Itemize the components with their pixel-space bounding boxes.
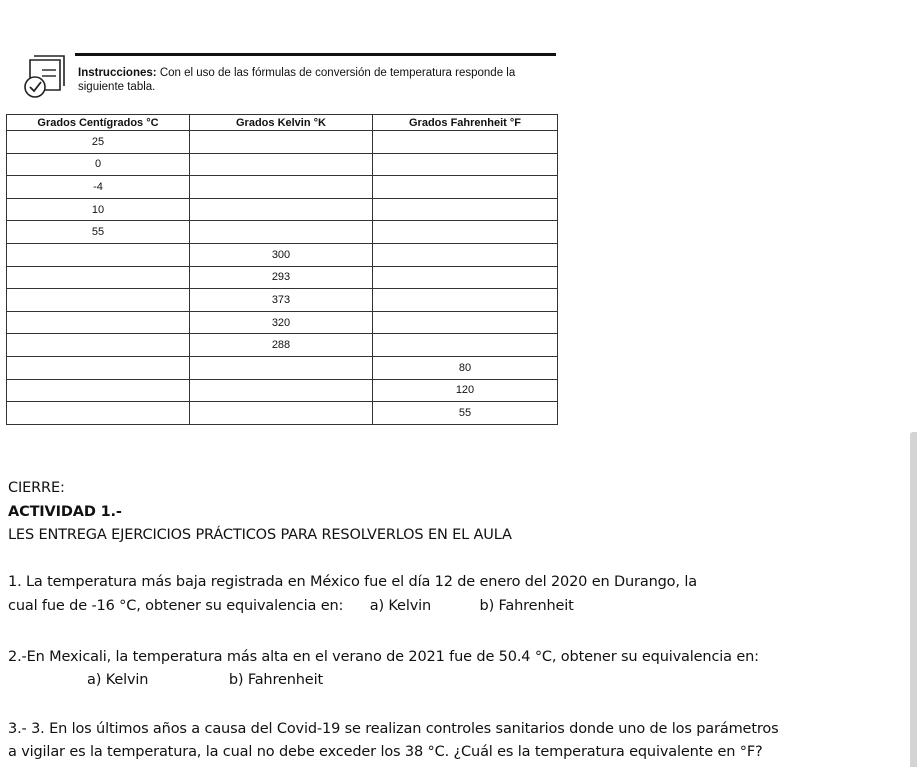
table-row	[7, 221, 558, 244]
table-cell	[373, 176, 558, 199]
question-2-option-a: a) Kelvin	[87, 672, 149, 688]
table-cell	[190, 221, 373, 244]
question-1-option-b: b) Fahrenheit	[479, 598, 574, 614]
question-1-option-a: a) Kelvin	[369, 598, 432, 614]
question-2-option-b: b) Fahrenheit	[228, 672, 323, 688]
instructions-text-block	[78, 66, 558, 94]
question-1-line-2	[8, 595, 888, 617]
table-row	[7, 198, 558, 221]
table-cell	[7, 402, 190, 425]
table-cell	[190, 356, 373, 379]
table-cell: 25	[7, 131, 190, 154]
table-cell	[7, 289, 190, 312]
table-cell	[7, 266, 190, 289]
table-cell: -4	[7, 176, 190, 199]
table-row	[7, 402, 558, 425]
instructions-body: Con el uso de las fórmulas de conversión de temperatura responde la siguiente tabla.	[78, 67, 516, 93]
header-fahrenheit: Grados Fahrenheit °F	[373, 115, 558, 131]
question-1-line-1: 1. La temperatura más baja registrada en México fue el día 12 de enero del 2020 en Durango, la	[8, 574, 697, 590]
table-cell	[190, 379, 373, 402]
table-cell	[190, 198, 373, 221]
table-cell	[190, 131, 373, 154]
table-cell	[7, 379, 190, 402]
table-cell	[373, 131, 558, 154]
table-cell	[190, 176, 373, 199]
table-row	[7, 289, 558, 312]
table-cell	[373, 153, 558, 176]
table-body	[7, 131, 558, 425]
table-cell: 10	[7, 198, 190, 221]
table-cell: 80	[373, 356, 558, 379]
table-cell	[7, 243, 190, 266]
table-cell	[373, 266, 558, 289]
table-cell: 0	[7, 153, 190, 176]
table-row	[7, 334, 558, 357]
vertical-scrollbar[interactable]	[910, 432, 917, 767]
table-row	[7, 176, 558, 199]
table-row	[7, 266, 558, 289]
temperature-table	[6, 114, 558, 425]
checklist-icon	[20, 46, 72, 102]
table-header-row	[7, 115, 558, 131]
table-cell	[373, 243, 558, 266]
table-row	[7, 356, 558, 379]
table-row	[7, 379, 558, 402]
table-cell: 120	[373, 379, 558, 402]
table-cell	[190, 153, 373, 176]
table-cell: 373	[190, 289, 373, 312]
entrega-text: LES ENTREGA EJERCICIOS PRÁCTICOS PARA RESOLVERLOS EN EL AULA	[8, 527, 512, 543]
instructions-rule	[75, 53, 556, 56]
question-3-line-2: a vigilar es la temperatura, la cual no debe exceder los 38 °C. ¿Cuál es la temperatura equivalente en °F?	[8, 744, 763, 760]
table-cell	[7, 356, 190, 379]
question-2-line-1: 2.-En Mexicali, la temperatura más alta en el verano de 2021 fue de 50.4 °C, obtener su equivalencia en:	[8, 649, 759, 665]
table-cell	[373, 334, 558, 357]
table-cell	[7, 334, 190, 357]
cierre-label: CIERRE:	[8, 480, 65, 496]
table-cell	[373, 198, 558, 221]
question-1-prompt: cual fue de -16 °C, obtener su equivalencia en:	[8, 598, 344, 614]
table-cell	[373, 221, 558, 244]
table-cell: 320	[190, 311, 373, 334]
header-celsius: Grados Centígrados °C	[7, 115, 190, 131]
table-row	[7, 243, 558, 266]
table-cell: 288	[190, 334, 373, 357]
table-cell	[373, 289, 558, 312]
question-2-options	[87, 669, 917, 691]
header-kelvin: Grados Kelvin °K	[190, 115, 373, 131]
instructions-label: Instrucciones:	[78, 67, 157, 79]
actividad-heading: ACTIVIDAD 1.-	[8, 504, 122, 520]
table-row	[7, 153, 558, 176]
question-3-line-1: 3.- 3. En los últimos años a causa del Covid-19 se realizan controles sanitarios donde uno de los parámetros	[8, 721, 779, 737]
table-cell	[373, 311, 558, 334]
table-cell	[7, 311, 190, 334]
table-row	[7, 131, 558, 154]
table-cell: 300	[190, 243, 373, 266]
table-cell: 55	[7, 221, 190, 244]
table-cell	[190, 402, 373, 425]
table-cell: 55	[373, 402, 558, 425]
table-row	[7, 311, 558, 334]
table-cell: 293	[190, 266, 373, 289]
